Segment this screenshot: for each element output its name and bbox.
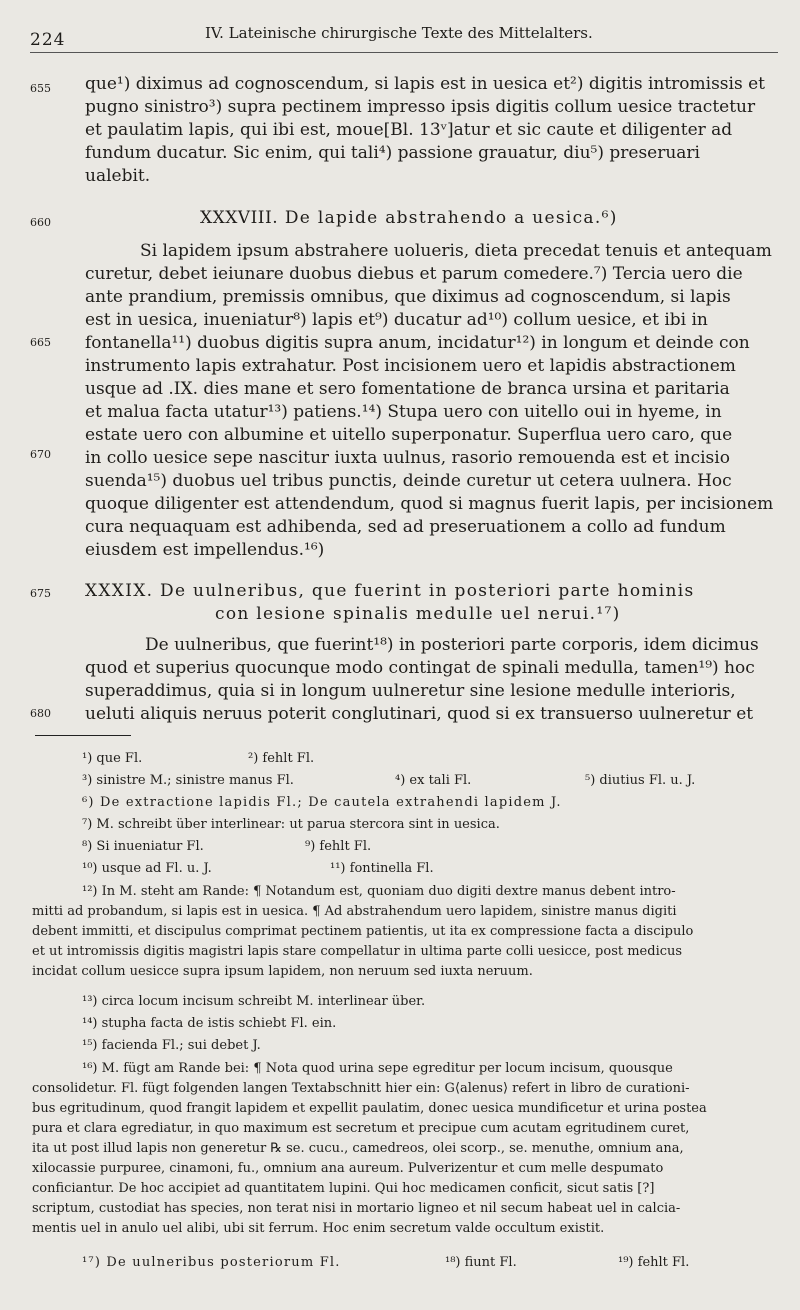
text-line: et paulatim lapis, qui ibi est, moue[Bl. 13ᵛ]atur et sic caute et diligenter ad (85, 120, 733, 140)
text-line: De uulneribus, que fuerint¹⁸) in posteriori parte corporis, idem dicimus (145, 635, 759, 655)
line-number: 665 (30, 336, 51, 349)
footnote-line: conficiantur. De hoc accipiet ad quantitatem lupini. Qui hoc medicamen conficit, sicut satis [?] (32, 1181, 655, 1196)
text-line: curetur, debet ieiunare duobus diebus et parum comedere.⁷) Tercia uero die (85, 264, 743, 284)
footnote: ⁶) De extractione lapidis Fl.; De cautela extrahendi lapidem J. (82, 795, 562, 810)
line-number: 675 (30, 587, 51, 600)
footnote-line: et ut intromissis digitis magistri lapis stare compellatur in ultima parte colli uesicce, post medicus (32, 944, 683, 959)
text-line: quoque diligenter est attendendum, quod si magnus fuerit lapis, per incisionem (85, 494, 774, 514)
text-line: usque ad .IX. dies mane et sero fomentatione de branca ursina et paritaria (85, 379, 730, 399)
footnote-line: bus egritudinum, quod frangit lapidem et expellit paulatim, donec uesica mundificetur et urina postea (32, 1101, 707, 1116)
text-line: eiusdem est impellendus.¹⁶) (85, 540, 325, 560)
footnote-line: scriptum, custodiat has species, non terat nisi in mortario ligneo et nil secum habeat uel in calcia- (32, 1201, 681, 1216)
footnote-line: mentis uel in anulo uel alibi, ubi sit ferrum. Hoc enim secretum valde occultum existit. (32, 1221, 605, 1236)
footnote: ⁴) ex tali Fl. (395, 773, 472, 788)
footnote: ⁵) diutius Fl. u. J. (585, 773, 696, 788)
footnote-line: pura et clara egrediatur, in quo maximum est secretum et precipue cum acutam egritudinem curet, (32, 1121, 690, 1136)
footnote: ¹³) circa locum incisum schreibt M. interlinear über. (82, 994, 426, 1009)
footnote-line: incidat collum uesicce supra ipsum lapidem, non neruum sed iuxta neruum. (32, 964, 533, 979)
footnote: ¹) que Fl. (82, 751, 143, 766)
text-line: ante prandium, premissis omnibus, que diximus ad cognoscendum, si lapis (85, 287, 731, 307)
footnote: ¹⁷) De uulneribus posteriorum Fl. (82, 1255, 341, 1270)
text-line: in collo uesice sepe nascitur iuxta uulnus, rasorio remouenda est et incisio (85, 448, 730, 468)
text-line: que¹) diximus ad cognoscendum, si lapis est in uesica et²) digitis intromissis et (85, 74, 765, 94)
footnote-line: mitti ad probandum, si lapis est in uesica. ¶ Ad abstrahendum uero lapidem, sinistre manus digiti (32, 904, 677, 919)
footnote: ¹⁶) M. fügt am Rande bei: ¶ Nota quod urina sepe egreditur per locum incisum, quousque (82, 1061, 673, 1076)
footnote: ¹⁸) fiunt Fl. (445, 1255, 517, 1270)
footnote: ¹²) In M. steht am Rande: ¶ Notandum est, quoniam duo digiti dextre manus debent intro- (82, 884, 676, 899)
footnote-separator (35, 735, 131, 736)
text-line: et malua facta utatur¹³) patiens.¹⁴) Stupa uero con uitello oui in hyeme, in (85, 402, 722, 422)
text-line: fontanella¹¹) duobus digitis supra anum, incidatur¹²) in longum et deinde con (85, 333, 750, 353)
footnote: ¹⁵) facienda Fl.; sui debet J. (82, 1038, 261, 1053)
line-number: 660 (30, 216, 51, 229)
footnote: ¹⁰) usque ad Fl. u. J. (82, 861, 212, 876)
text-line: superaddimus, quia si in longum uulneretur sine lesione medulle interioris, (85, 681, 736, 701)
text-line: fundum ducatur. Sic enim, qui tali⁴) passione grauatur, diu⁵) preseruari (85, 143, 700, 163)
text-line: quod et superius quocunque modo contingat de spinali medulla, tamen¹⁹) hoc (85, 658, 755, 678)
text-line: Si lapidem ipsum abstrahere uolueris, dieta precedat tenuis et antequam (140, 241, 772, 261)
page-number: 224 (30, 30, 66, 50)
footnote-line: consolidetur. Fl. fügt folgenden langen Textabschnitt hier ein: G⟨alenus⟩ refert in libro de curationi- (32, 1081, 690, 1096)
footnote-line: ita ut post illud lapis non generetur ℞ se. cucu., camedreos, olei scorp., se. menuthe, omnium ana, (32, 1141, 684, 1156)
footnote: ²) fehlt Fl. (248, 751, 315, 766)
footnote: ³) sinistre M.; sinistre manus Fl. (82, 773, 294, 788)
section-title-38: XXXVIII. De lapide abstrahendo a uesica.⁶) (200, 208, 618, 228)
footnote-line: xilocassie purpuree, cinamoni, fu., omnium ana aureum. Pulverizentur et cum melle despumato (32, 1161, 664, 1176)
line-number: 655 (30, 82, 51, 95)
footnote: ⁷) M. schreibt über interlinear: ut parua stercora sint in uesica. (82, 817, 500, 832)
text-line: estate uero con albumine et uitello superponatur. Superflua uero caro, que (85, 425, 733, 445)
line-number: 680 (30, 707, 51, 720)
text-line: est in uesica, inueniatur⁸) lapis et⁹) ducatur ad¹⁰) collum uesice, et ibi in (85, 310, 708, 330)
text-line: instrumento lapis extrahatur. Post incisionem uero et lapidis abstractionem (85, 356, 736, 376)
running-title: IV. Lateinische chirurgische Texte des Mittelalters. (205, 24, 593, 42)
line-number: 670 (30, 448, 51, 461)
text-line: suenda¹⁵) duobus uel tribus punctis, deinde curetur ut cetera uulnera. Hoc (85, 471, 732, 491)
section-title-39-cont: con lesione spinalis medulle uel nerui.¹⁷) (215, 604, 621, 624)
footnote: ⁸) Si inueniatur Fl. (82, 839, 204, 854)
text-line: ualebit. (85, 166, 151, 186)
text-line: pugno sinistro³) supra pectinem impresso ipsis digitis collum uesice tractetur (85, 97, 756, 117)
footnote-line: debent immitti, et discipulus comprimat pectinem patientis, ut ita ex compressione facta a discipulo (32, 924, 694, 939)
footnote: ¹⁴) stupha facta de istis schiebt Fl. ein. (82, 1016, 337, 1031)
text-line: ueluti aliquis neruus poterit conglutinari, quod si ex transuerso uulneretur et (85, 704, 754, 724)
section-title-39: XXXIX. De uulneribus, que fuerint in posteriori parte hominis (85, 581, 695, 601)
footnote: ¹⁹) fehlt Fl. (618, 1255, 690, 1270)
footnote: ¹¹) fontinella Fl. (330, 861, 434, 876)
footnote: ⁹) fehlt Fl. (305, 839, 372, 854)
page-header (30, 24, 778, 53)
text-line: cura nequaquam est adhibenda, sed ad preseruationem a collo ad fundum (85, 517, 726, 537)
